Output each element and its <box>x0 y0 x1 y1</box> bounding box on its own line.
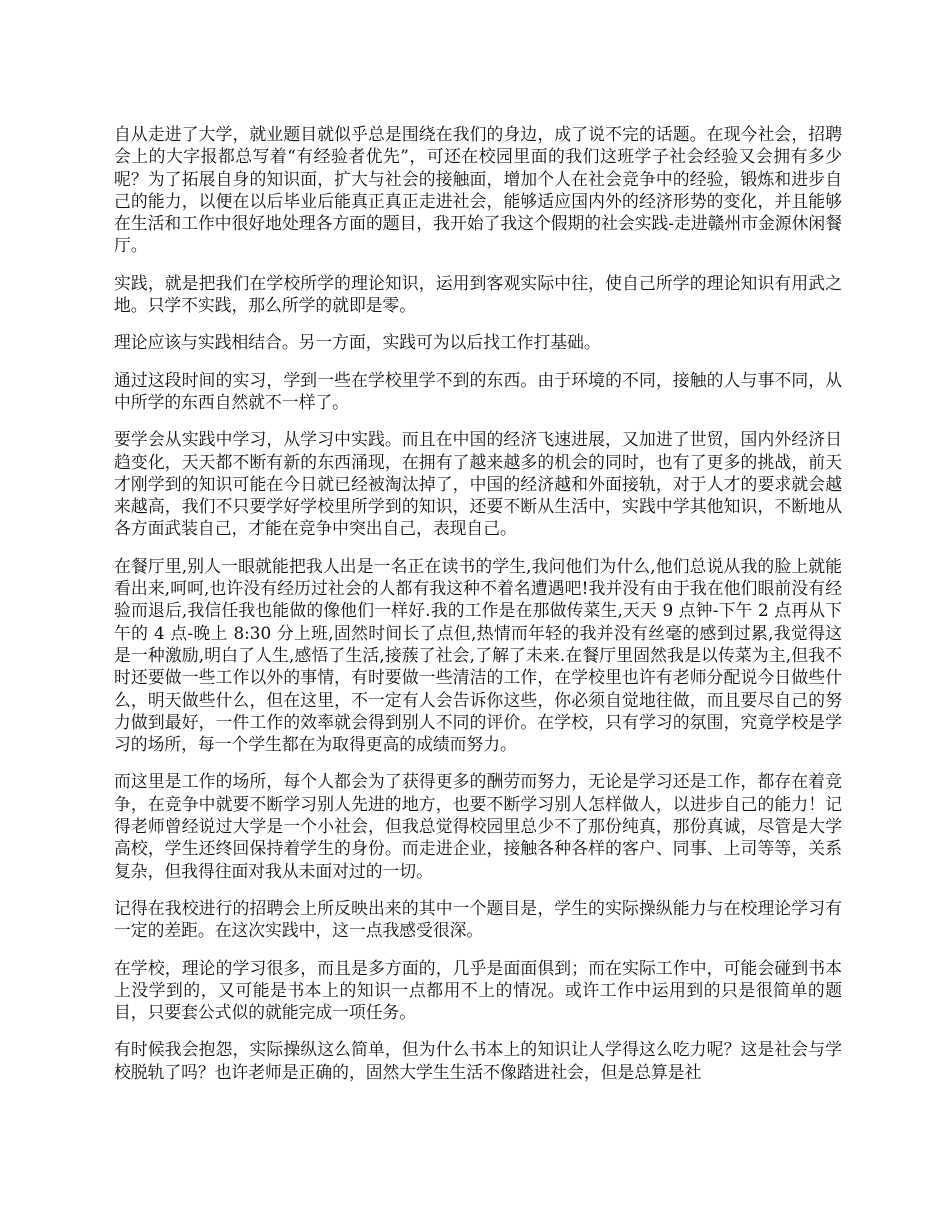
paragraph-7: 而这里是工作的场所，每个人都会为了获得更多的酬劳而努力，无论是学习还是工作，都存在着竞争，在竞争中就要不断学习别人先进的地方，也要不断学习别人怎样做人，以进步自己的能力！记得老师曾经说过大学是一个小社会，但我总觉得校园里总少不了那份纯真，那份真诚，尽管是大学高校，学生还终回保持着学生的身份。而走进企业，接触各种各样的客户、同事、上司等等，关系复杂，但我得往面对我从未面对过的一切。 <box>114 771 842 881</box>
paragraph-10: 有时候我会抱怨，实际操纵这么简单，但为什么书本上的知识让人学得这么吃力呢？这是社会与学校脱轨了吗？也许老师是正确的，固然大学生生活不像踏进社会，但是总算是社 <box>114 1039 842 1082</box>
document-body <box>114 123 842 1098</box>
paragraph-3: 理论应该与实践相结合。另一方面，实践可为以后找工作打基础。 <box>114 332 601 353</box>
paragraph-9: 在学校，理论的学习很多，而且是多方面的，几乎是面面俱到；而在实际工作中，可能会碰到书本上没学到的，又可能是书本上的知识一点都用不上的情况。或许工作中运用到的只是很简单的题目，只要套公式似的就能完成一项任务。 <box>114 957 842 1023</box>
paragraph-8: 记得在我校进行的招聘会上所反映出来的其中一个题目是，学生的实际操纵能力与在校理论学习有一定的差距。在这次实践中，这一点我感受很深。 <box>114 897 842 941</box>
paragraph-1: 自从走进了大学，就业题目就似乎总是围绕在我们的身边，成了说不完的话题。在现今社会，招聘会上的大字报都总写着“有经验者优先”，可还在校园里面的我们这班学子社会经验又会拥有多少呢？为了拓展自身的知识面，扩大与社会的接触面，增加个人在社会竞争中的经验，锻炼和进步自己的能力，以便在以后毕业后能真正真正走进社会，能够适应国内外的经济形势的变化，并且能够在生活和工作中很好地处理各方面的题目，我开始了我这个假期的社会实践-走进赣州市金源休闲餐厅。 <box>114 124 842 256</box>
paragraph-6: 在餐厅里,别人一眼就能把我人出是一名正在读书的学生,我问他们为什么,他们总说从我的脸上就能看出来,呵呵,也许没有经历过社会的人都有我这种不着名遭遇吧!我并没有由于我在他们眼前没有经验而退后,我信任我也能做的像他们一样好.我的工作是在那做传菜生,天天 9 点钟-下午 2 点再从下午的 4 点-晚上 8:30 分上班,固然时间长了点但,热情而年轻的我并没有丝毫的感到过累,我觉得这是一种激励,明白了人生,感悟了生活,接蔟了社会,了解了未来.在餐厅里固然我是以传菜为主,但我不时还要做一些工作以外的事情，有时要做一些清洁的工作，在学校里也许有老师分配说今日做些什么，明天做些什么，但在这里，不一定有人会告诉你这些，你必须自觉地往做，而且要尽自己的努力做到最好，一件工作的效率就会得到别人不同的评价。在学校，只有学习的氛围，究竟学校是学习的场所，每一个学生都在为取得更高的成绩而努力。 <box>114 555 842 755</box>
paragraph-4: 通过这段时间的实习，学到一些在学校里学不到的东西。由于环境的不同，接触的人与事不同，从中所学的东西自然就不一样了。 <box>114 369 842 412</box>
paragraph-2: 实践，就是把我们在学校所学的理论知识，运用到客观实际中往，使自己所学的理论知识有用武之地。只学不实践，那么所学的就即是零。 <box>114 272 842 316</box>
paragraph-5: 要学会从实践中学习，从学习中实践。而且在中国的经济飞速进展，又加进了世贸，国内外经济日趋变化，天天都不断有新的东西涌现，在拥有了越来越多的机会的同时，也有了更多的挑战，前天才刚学到的知识可能在今日就已经被淘汰掉了，中国的经济越和外面接轨，对于人才的要求就会越来越高，我们不只要学好学校里所学到的知识，还要不断从生活中，实践中学其他知识，不断地从各方面武装自己，才能在竞争中突出自己，表现自己。 <box>114 429 842 539</box>
